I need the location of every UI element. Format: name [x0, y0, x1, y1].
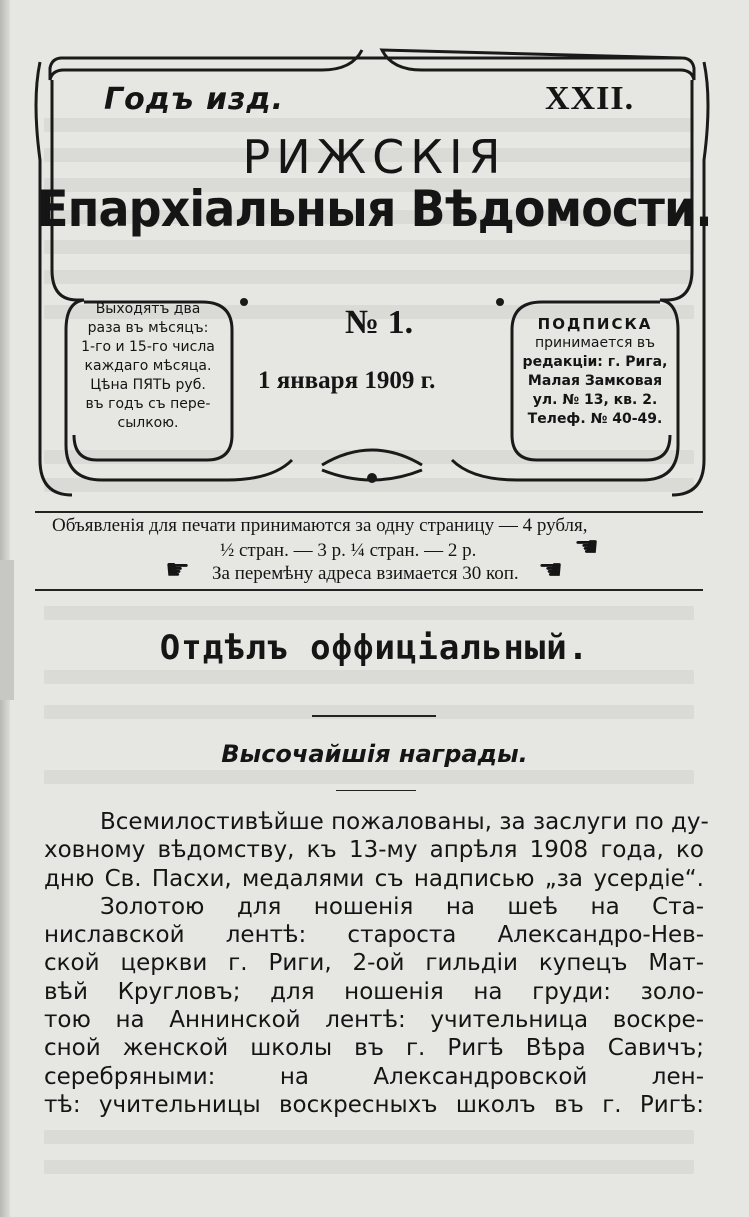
issue-number: № 1.	[345, 304, 414, 341]
subscription-line: Телеф. № 40-49.	[527, 411, 663, 427]
journal-title-top: РИЖСКІЯ	[242, 130, 507, 184]
address-change-line: За перемѣну адреса взимается 30 коп.	[212, 563, 519, 584]
article-line: Всемилостивѣйше пожалованы, за заслуги по ду-	[100, 809, 709, 835]
frequency-and-price-box	[68, 300, 228, 433]
subscription-header: ПОДПИСКА	[537, 315, 653, 333]
article-line: ниславской лентѣ: староста Александро-Нев-	[44, 922, 704, 949]
pointing-hand-left-icon: ☚	[538, 553, 564, 586]
frequency-line: сылкою.	[117, 415, 179, 431]
subscription-box	[510, 315, 680, 429]
frequency-line: Выходятъ два	[95, 301, 201, 317]
section-title: Отдѣлъ оффиціальный.	[159, 628, 590, 668]
section-divider	[312, 715, 436, 717]
article-line: серебряными: на Александровской лен-	[44, 1063, 704, 1090]
year-label: Годъ изд.	[104, 82, 285, 117]
frequency-line: въ годъ съ пере-	[85, 396, 211, 412]
volume-number: XXII.	[545, 80, 635, 117]
frequency-line: раза въ мѣсяцъ:	[87, 320, 209, 336]
article-body	[44, 808, 709, 1119]
frequency-line: каждаго мѣсяца.	[84, 358, 212, 374]
frequency-line: 1-го и 15-го числа	[81, 339, 215, 355]
subtitle-divider	[336, 790, 416, 791]
article-line: дню Св. Пасхи, медалями съ надписью „за усердіе“.	[44, 865, 704, 892]
journal-title-main: Епархіальныя Вѣдомости.	[37, 180, 712, 238]
issue-date: 1 января 1909 г.	[258, 367, 436, 394]
article-line: ской церкви г. Риги, 2-ой гильдіи купецъ Мат-	[44, 950, 704, 977]
frequency-line: Цѣна ПЯТЬ руб.	[90, 377, 206, 393]
subscription-line: ул. № 13, кв. 2.	[532, 392, 658, 408]
pointing-hand-left-icon: ☚	[574, 530, 600, 563]
article-line: Золотою для ношенія на шеѣ на Ста-	[100, 893, 704, 920]
article-line: тою на Аннинской лентѣ: учительница воскре-	[44, 1007, 704, 1034]
ad-rates-line: Объявленія для печати принимаются за одну страницу — 4 рубля,	[52, 515, 588, 536]
article-line: вѣй Кругловъ; для ношенія на груди: золо-	[44, 978, 704, 1005]
subscription-line: редакціи: г. Рига,	[522, 354, 668, 370]
ad-rates-line: ½ стран. — 3 р. ¼ стран. — 2 р.	[220, 540, 477, 561]
subscription-line: Малая Замковая	[527, 373, 663, 389]
subscription-line: принимается въ	[534, 335, 655, 351]
article-line: сной женской школы въ г. Ригѣ Вѣра Савичъ;	[44, 1035, 704, 1062]
article-line: тѣ: учительницы воскресныхъ школъ въ г. Ригѣ:	[44, 1091, 704, 1118]
pointing-hand-right-icon: ☛	[165, 553, 191, 586]
section-subtitle: Высочайшія награды.	[221, 740, 528, 768]
article-line: ховному вѣдомству, къ 13-му апрѣля 1908 года, ко	[44, 837, 704, 864]
